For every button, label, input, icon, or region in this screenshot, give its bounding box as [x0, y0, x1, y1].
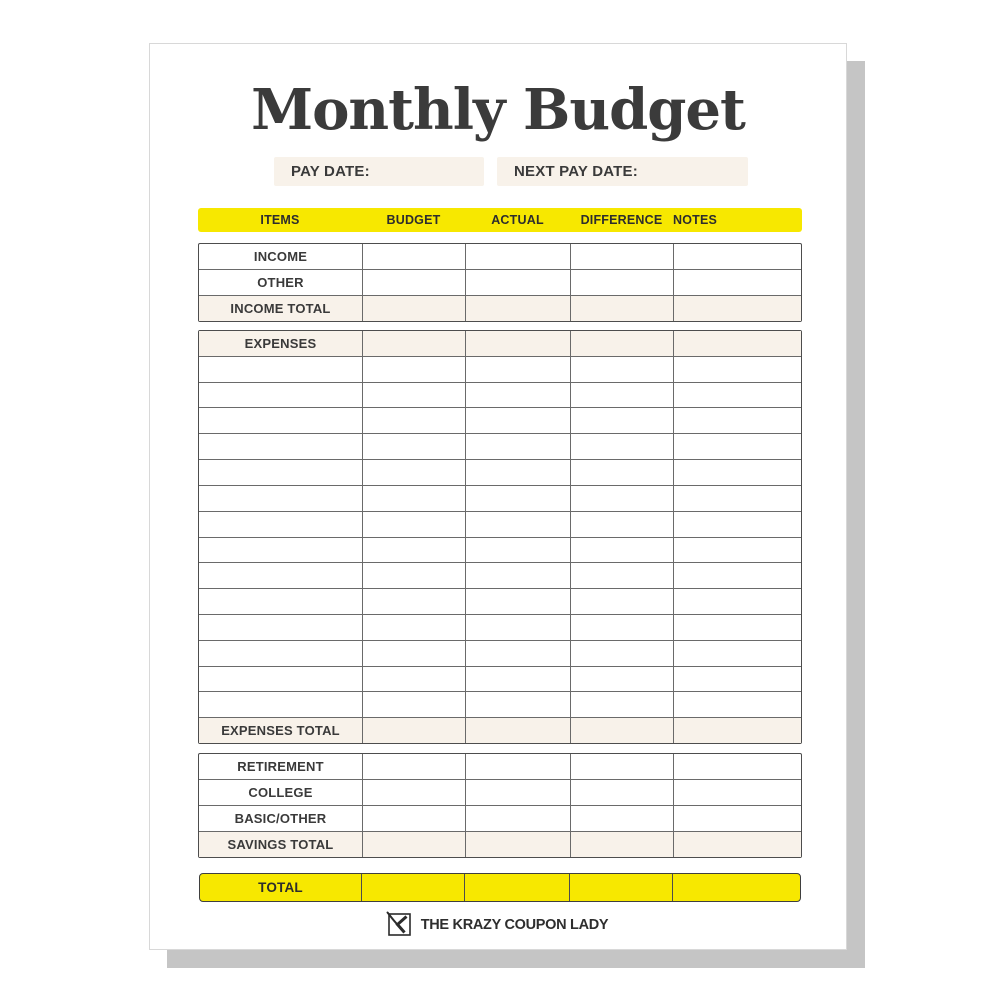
actual-cell	[466, 832, 571, 857]
notes-cell	[674, 667, 801, 692]
other-income-row	[199, 270, 801, 296]
item-cell	[199, 383, 363, 408]
actual-cell	[466, 806, 571, 831]
notes-cell	[674, 408, 801, 433]
item-cell	[199, 538, 363, 563]
actual-cell	[466, 296, 571, 321]
difference-cell	[571, 806, 674, 831]
actual-cell	[466, 486, 571, 511]
notes-cell	[674, 512, 801, 537]
difference-cell	[571, 460, 674, 485]
notes-cell	[674, 780, 801, 805]
income-row	[199, 244, 801, 270]
budget-cell	[362, 874, 465, 901]
budget-cell	[363, 383, 466, 408]
actual-cell	[466, 331, 571, 356]
difference-cell	[571, 512, 674, 537]
column-header-items: ITEMS	[260, 213, 300, 227]
budget-cell	[363, 460, 466, 485]
notes-cell	[674, 718, 801, 743]
brand-footer	[150, 913, 846, 937]
item-cell	[199, 692, 363, 717]
expenses-empty-row	[199, 408, 801, 434]
notes-cell	[674, 832, 801, 857]
notes-cell	[674, 538, 801, 563]
row-label: RETIREMENT	[199, 754, 363, 779]
page-title: Monthly Budget	[251, 77, 745, 143]
actual-cell	[466, 563, 571, 588]
difference-cell	[571, 692, 674, 717]
pay-date-field	[274, 157, 484, 186]
notes-cell	[674, 486, 801, 511]
notes-cell	[674, 270, 801, 295]
budget-cell	[363, 615, 466, 640]
row-label: OTHER	[199, 270, 363, 295]
expenses-empty-row	[199, 692, 801, 718]
krazy-coupon-lady-k-logo-icon	[388, 913, 412, 937]
difference-cell	[571, 244, 674, 269]
budget-cell	[363, 408, 466, 433]
retirement-row	[199, 754, 801, 780]
expenses-empty-row	[199, 641, 801, 667]
expenses-empty-row	[199, 357, 801, 383]
row-label: INCOME	[199, 244, 363, 269]
item-cell	[199, 667, 363, 692]
actual-cell	[466, 383, 571, 408]
budget-cell	[363, 667, 466, 692]
income-table	[198, 243, 802, 322]
budget-cell	[363, 718, 466, 743]
column-header-budget: BUDGET	[386, 213, 441, 227]
item-cell	[199, 589, 363, 614]
expenses-empty-row	[199, 383, 801, 409]
budget-cell	[363, 296, 466, 321]
notes-cell	[674, 357, 801, 382]
item-cell	[199, 512, 363, 537]
notes-cell	[674, 331, 801, 356]
basic-other-row	[199, 806, 801, 832]
difference-cell	[571, 780, 674, 805]
item-cell	[199, 357, 363, 382]
actual-cell	[465, 874, 570, 901]
expenses-empty-row	[199, 434, 801, 460]
row-label: EXPENSES TOTAL	[199, 718, 363, 743]
notes-cell	[674, 383, 801, 408]
actual-cell	[466, 408, 571, 433]
college-row	[199, 780, 801, 806]
next-pay-date-label: NEXT PAY DATE:	[514, 163, 638, 180]
notes-cell	[674, 563, 801, 588]
expenses-empty-row	[199, 615, 801, 641]
difference-cell	[571, 641, 674, 666]
expenses-empty-row	[199, 589, 801, 615]
actual-cell	[466, 641, 571, 666]
expenses-empty-row	[199, 667, 801, 693]
budget-cell	[363, 512, 466, 537]
difference-cell	[571, 563, 674, 588]
savings-total-row	[199, 832, 801, 857]
actual-cell	[466, 244, 571, 269]
notes-cell	[674, 806, 801, 831]
pay-date-label: PAY DATE:	[291, 163, 370, 180]
difference-cell	[571, 357, 674, 382]
row-label: INCOME TOTAL	[199, 296, 363, 321]
difference-cell	[571, 538, 674, 563]
expenses-empty-row	[199, 486, 801, 512]
budget-cell	[363, 270, 466, 295]
next-pay-date-field	[497, 157, 748, 186]
difference-cell	[571, 832, 674, 857]
difference-cell	[571, 718, 674, 743]
pay-date-row	[274, 157, 748, 186]
actual-cell	[466, 718, 571, 743]
expenses-empty-row	[199, 538, 801, 564]
actual-cell	[466, 692, 571, 717]
actual-cell	[466, 270, 571, 295]
budget-cell	[363, 434, 466, 459]
difference-cell	[571, 589, 674, 614]
expenses-total-row	[199, 718, 801, 743]
notes-cell	[674, 692, 801, 717]
expenses-header-row	[199, 331, 801, 357]
budget-cell	[363, 780, 466, 805]
notes-cell	[674, 615, 801, 640]
actual-cell	[466, 538, 571, 563]
difference-cell	[571, 754, 674, 779]
notes-cell	[673, 874, 800, 901]
notes-cell	[674, 754, 801, 779]
notes-cell	[674, 244, 801, 269]
actual-cell	[466, 667, 571, 692]
row-label: EXPENSES	[199, 331, 363, 356]
budget-cell	[363, 692, 466, 717]
difference-cell	[571, 434, 674, 459]
notes-cell	[674, 460, 801, 485]
expenses-empty-row	[199, 512, 801, 538]
actual-cell	[466, 589, 571, 614]
expenses-empty-row	[199, 563, 801, 589]
item-cell	[199, 486, 363, 511]
budget-sheet	[149, 43, 847, 950]
table-header-bar	[198, 208, 802, 232]
income-total-row	[199, 296, 801, 321]
difference-cell	[570, 874, 673, 901]
expenses-table	[198, 330, 802, 744]
notes-cell	[674, 434, 801, 459]
budget-cell	[363, 486, 466, 511]
actual-cell	[466, 512, 571, 537]
column-header-notes: NOTES	[673, 213, 718, 227]
difference-cell	[571, 408, 674, 433]
actual-cell	[466, 615, 571, 640]
difference-cell	[571, 331, 674, 356]
row-label: BASIC/OTHER	[199, 806, 363, 831]
column-header-difference: DIFFERENCE	[580, 213, 663, 227]
item-cell	[199, 408, 363, 433]
grand-total-row	[199, 873, 801, 902]
item-cell	[199, 460, 363, 485]
column-header-actual: ACTUAL	[491, 213, 544, 227]
item-cell	[199, 615, 363, 640]
difference-cell	[571, 615, 674, 640]
budget-cell	[363, 538, 466, 563]
item-cell	[199, 434, 363, 459]
item-cell	[199, 563, 363, 588]
budget-cell	[363, 589, 466, 614]
budget-cell	[363, 806, 466, 831]
budget-cell	[363, 754, 466, 779]
difference-cell	[571, 296, 674, 321]
expenses-empty-row	[199, 460, 801, 486]
notes-cell	[674, 296, 801, 321]
difference-cell	[571, 486, 674, 511]
difference-cell	[571, 667, 674, 692]
budget-cell	[363, 357, 466, 382]
budget-cell	[363, 331, 466, 356]
budget-cell	[363, 563, 466, 588]
notes-cell	[674, 589, 801, 614]
budget-cell	[363, 244, 466, 269]
savings-table	[198, 753, 802, 858]
row-label: SAVINGS TOTAL	[199, 832, 363, 857]
difference-cell	[571, 383, 674, 408]
actual-cell	[466, 780, 571, 805]
item-cell	[199, 641, 363, 666]
difference-cell	[571, 270, 674, 295]
budget-cell	[363, 641, 466, 666]
budget-cell	[363, 832, 466, 857]
actual-cell	[466, 357, 571, 382]
notes-cell	[674, 641, 801, 666]
actual-cell	[466, 754, 571, 779]
actual-cell	[466, 434, 571, 459]
actual-cell	[466, 460, 571, 485]
row-label: TOTAL	[200, 874, 362, 901]
brand-name: THE KRAZY COUPON LADY	[420, 917, 609, 933]
row-label: COLLEGE	[199, 780, 363, 805]
